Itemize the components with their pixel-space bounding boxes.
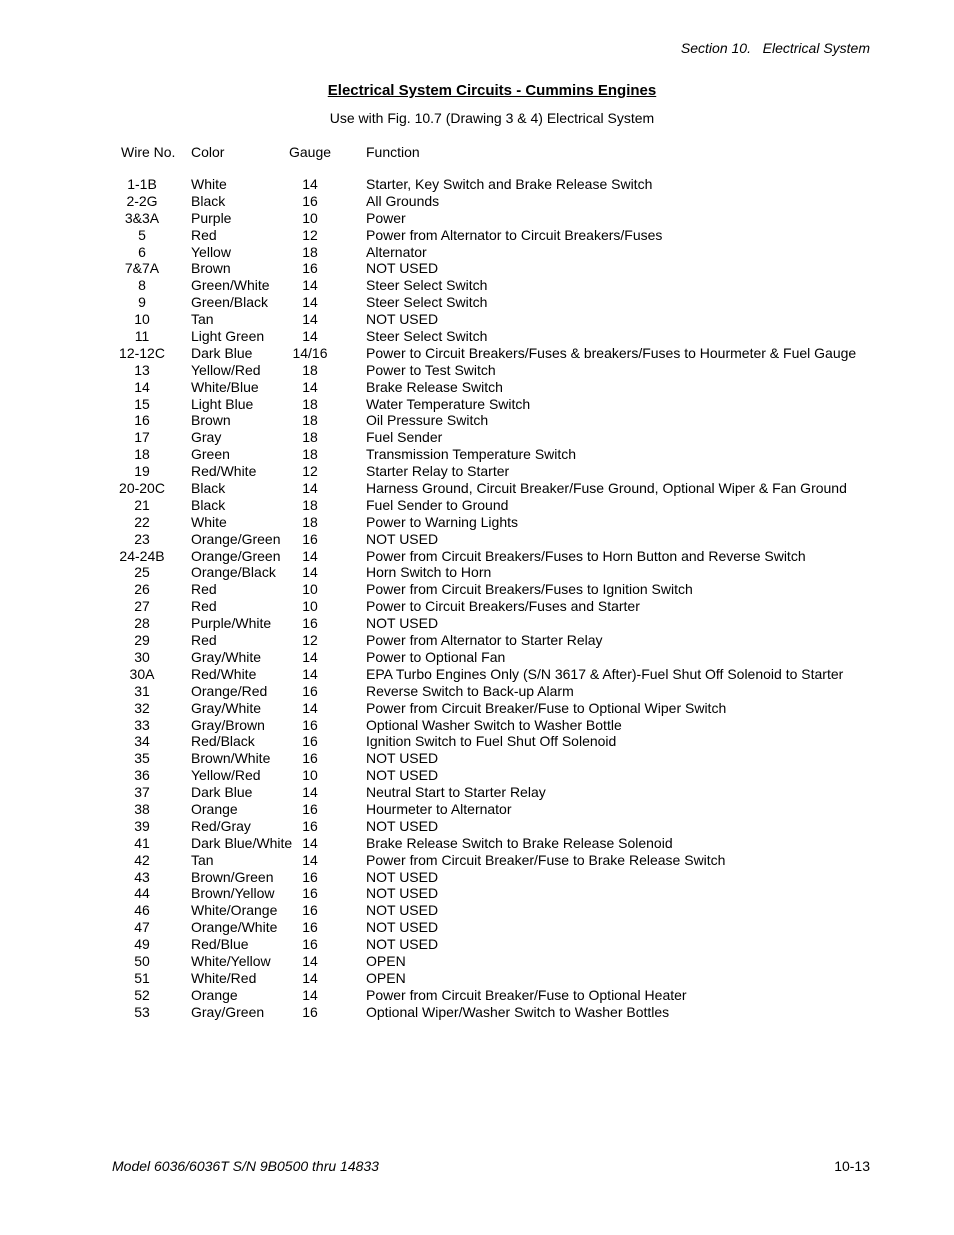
wire-function: NOT USED xyxy=(366,919,439,936)
wire-gauge: 18 xyxy=(302,513,318,530)
table-row xyxy=(0,294,954,311)
wire-gauge: 14 xyxy=(302,969,318,986)
wire-number: 23 xyxy=(134,530,150,547)
table-row xyxy=(0,835,954,852)
wire-number: 14 xyxy=(134,378,150,395)
table-row xyxy=(0,615,954,632)
wire-color: White/Yellow xyxy=(191,952,271,969)
wire-color: Yellow xyxy=(191,243,231,260)
circuit-table xyxy=(0,176,954,1021)
wire-number: 42 xyxy=(134,851,150,868)
wire-number: 1-1B xyxy=(127,176,157,192)
table-row xyxy=(0,717,954,734)
wire-function: Power from Circuit Breakers/Fuses to Ignition Switch xyxy=(366,581,693,598)
wire-gauge: 10 xyxy=(302,209,318,226)
table-row xyxy=(0,801,954,818)
wire-number: 35 xyxy=(134,750,150,767)
wire-gauge: 14 xyxy=(302,784,318,801)
wire-gauge: 16 xyxy=(302,530,318,547)
table-row xyxy=(0,227,954,244)
wire-function: Steer Select Switch xyxy=(366,277,488,294)
table-row xyxy=(0,548,954,565)
page-title: Electrical System Circuits - Cummins Engines xyxy=(327,82,657,99)
wire-gauge: 16 xyxy=(302,817,318,834)
table-row xyxy=(0,987,954,1004)
wire-gauge: 12 xyxy=(302,226,318,243)
wire-color: Gray/White xyxy=(191,699,262,716)
wire-color: Black xyxy=(191,480,226,497)
wire-gauge: 18 xyxy=(302,429,318,446)
wire-color: Red/Gray xyxy=(191,817,251,834)
wire-color: Orange/Green xyxy=(191,530,281,547)
wire-color: Red/White xyxy=(191,463,257,480)
wire-function: Starter, Key Switch and Brake Release Switch xyxy=(366,176,653,192)
wire-function: Power from Alternator to Circuit Breakers/Fuses xyxy=(366,226,663,243)
table-row xyxy=(0,953,954,970)
table-row xyxy=(0,902,954,919)
wire-number: 5 xyxy=(138,226,146,243)
wire-color: Red/Black xyxy=(191,733,255,750)
table-row xyxy=(0,480,954,497)
wire-number: 13 xyxy=(134,361,150,378)
wire-gauge: 18 xyxy=(302,496,318,513)
wire-color: Gray/White xyxy=(191,648,262,665)
wire-color: Brown/Green xyxy=(191,868,274,885)
wire-number: 18 xyxy=(134,446,150,463)
table-row xyxy=(0,277,954,294)
wire-gauge: 14 xyxy=(302,277,318,294)
wire-number: 19 xyxy=(134,463,150,480)
wire-function: Power from Circuit Breakers/Fuses to Horn Button and Reverse Switch xyxy=(366,547,806,564)
wire-gauge: 16 xyxy=(302,868,318,885)
table-row xyxy=(0,632,954,649)
wire-function: Alternator xyxy=(366,243,427,260)
wire-function: NOT USED xyxy=(366,750,439,767)
wire-number: 41 xyxy=(134,834,150,851)
column-header-color: Color xyxy=(191,144,225,160)
wire-number: 44 xyxy=(134,885,150,902)
wire-gauge: 14 xyxy=(302,665,318,682)
wire-function: Steer Select Switch xyxy=(366,328,488,345)
wire-number: 22 xyxy=(134,513,150,530)
table-row xyxy=(0,193,954,210)
wire-function: NOT USED xyxy=(366,260,439,277)
wire-function: Steer Select Switch xyxy=(366,294,488,311)
wire-color: White/Blue xyxy=(191,378,259,395)
wire-function: Power to Optional Fan xyxy=(366,648,506,665)
wire-gauge: 14 xyxy=(302,699,318,716)
wire-gauge: 14 xyxy=(302,986,318,1003)
wire-function: Transmission Temperature Switch xyxy=(366,446,577,463)
wire-number: 20-20C xyxy=(119,480,165,497)
wire-color: Brown/White xyxy=(191,750,271,767)
table-row xyxy=(0,970,954,987)
wire-gauge: 18 xyxy=(302,412,318,429)
wire-gauge: 14 xyxy=(302,851,318,868)
wire-number: 38 xyxy=(134,800,150,817)
wire-color: Purple/White xyxy=(191,615,272,632)
wire-gauge: 16 xyxy=(302,919,318,936)
wire-color: Green xyxy=(191,446,230,463)
wire-color: Tan xyxy=(191,851,214,868)
table-header xyxy=(0,144,954,162)
wire-number: 9 xyxy=(138,294,146,311)
wire-function: NOT USED xyxy=(366,868,439,885)
wire-color: Purple xyxy=(191,209,232,226)
wire-function: Brake Release Switch xyxy=(366,378,503,395)
table-row xyxy=(0,514,954,531)
wire-function: Ignition Switch to Fuel Shut Off Solenoid xyxy=(366,733,617,750)
wire-function: Water Temperature Switch xyxy=(366,395,531,412)
table-row xyxy=(0,311,954,328)
wire-gauge: 16 xyxy=(302,936,318,953)
wire-number: 36 xyxy=(134,767,150,784)
wire-number: 30A xyxy=(129,665,155,682)
footer-model: Model 6036/6036T S/N 9B0500 thru 14833 xyxy=(112,1158,379,1174)
wire-number: 29 xyxy=(134,632,150,649)
table-row xyxy=(0,784,954,801)
table-row xyxy=(0,683,954,700)
wire-color: Gray xyxy=(191,429,222,446)
wire-number: 33 xyxy=(134,716,150,733)
wire-function: Power from Circuit Breaker/Fuse to Optional Wiper Switch xyxy=(366,699,727,716)
wire-gauge: 16 xyxy=(302,1003,318,1020)
wire-gauge: 10 xyxy=(302,598,318,615)
table-row xyxy=(0,919,954,936)
wire-number: 26 xyxy=(134,581,150,598)
wire-number: 7&7A xyxy=(124,260,160,277)
wire-color: Dark Blue xyxy=(191,784,253,801)
wire-function: Hourmeter to Alternator xyxy=(366,800,512,817)
wire-gauge: 14 xyxy=(302,294,318,311)
table-row xyxy=(0,210,954,227)
wire-gauge: 12 xyxy=(302,632,318,649)
table-row xyxy=(0,429,954,446)
wire-color: Black xyxy=(191,192,226,209)
wire-gauge: 18 xyxy=(302,243,318,260)
wire-function: Fuel Sender xyxy=(366,429,443,446)
wire-function: NOT USED xyxy=(366,817,439,834)
wire-gauge: 16 xyxy=(302,733,318,750)
wire-color: Brown xyxy=(191,260,231,277)
wire-color: Black xyxy=(191,496,226,513)
wire-color: Brown xyxy=(191,412,231,429)
wire-color: White xyxy=(191,176,227,192)
wire-gauge: 12 xyxy=(302,463,318,480)
wire-number: 27 xyxy=(134,598,150,615)
table-row xyxy=(0,936,954,953)
table-row xyxy=(0,1004,954,1021)
wire-number: 50 xyxy=(134,952,150,969)
wire-color: Green/White xyxy=(191,277,270,294)
table-row xyxy=(0,700,954,717)
wire-function: NOT USED xyxy=(366,885,439,902)
wire-function: OPEN xyxy=(366,969,406,986)
wire-color: Orange xyxy=(191,986,238,1003)
wire-function: NOT USED xyxy=(366,530,439,547)
wire-number: 32 xyxy=(134,699,150,716)
wire-function: Power from Alternator to Starter Relay xyxy=(366,632,603,649)
wire-function: NOT USED xyxy=(366,615,439,632)
wire-color: Dark Blue xyxy=(191,344,253,361)
wire-function: Neutral Start to Starter Relay xyxy=(366,784,546,801)
wire-color: Orange/White xyxy=(191,919,278,936)
wire-gauge: 16 xyxy=(302,192,318,209)
wire-color: Orange/Green xyxy=(191,547,281,564)
wire-number: 16 xyxy=(134,412,150,429)
table-row xyxy=(0,396,954,413)
wire-color: Red xyxy=(191,632,217,649)
wire-number: 46 xyxy=(134,902,150,919)
wire-function: Power to Warning Lights xyxy=(366,513,518,530)
table-row xyxy=(0,531,954,548)
table-row xyxy=(0,497,954,514)
wire-number: 37 xyxy=(134,784,150,801)
wire-number: 30 xyxy=(134,648,150,665)
wire-color: Dark Blue/White xyxy=(191,834,293,851)
wire-function: Power to Test Switch xyxy=(366,361,496,378)
table-row xyxy=(0,598,954,615)
wire-number: 51 xyxy=(134,969,150,986)
wire-function: Optional Washer Switch to Washer Bottle xyxy=(366,716,622,733)
wire-gauge: 10 xyxy=(302,767,318,784)
column-header-wire-no: Wire No. xyxy=(121,144,176,160)
wire-gauge: 16 xyxy=(302,716,318,733)
wire-gauge: 14 xyxy=(302,378,318,395)
wire-number: 21 xyxy=(134,496,150,513)
footer-page-number: 10-13 xyxy=(834,1158,870,1174)
wire-function: Brake Release Switch to Brake Release Solenoid xyxy=(366,834,673,851)
table-row xyxy=(0,869,954,886)
wire-gauge: 14 xyxy=(302,547,318,564)
table-row xyxy=(0,733,954,750)
wire-gauge: 16 xyxy=(302,260,318,277)
table-row xyxy=(0,818,954,835)
table-row xyxy=(0,446,954,463)
wire-color: Green/Black xyxy=(191,294,269,311)
column-header-gauge: Gauge xyxy=(289,144,332,160)
wire-number: 10 xyxy=(134,311,150,328)
table-row xyxy=(0,767,954,784)
wire-number: 6 xyxy=(138,243,146,260)
wire-function: NOT USED xyxy=(366,936,439,953)
wire-function: OPEN xyxy=(366,952,406,969)
wire-gauge: 18 xyxy=(302,361,318,378)
wire-number: 31 xyxy=(134,682,150,699)
table-row xyxy=(0,564,954,581)
wire-color: Orange/Red xyxy=(191,682,268,699)
table-row xyxy=(0,412,954,429)
wire-color: White/Orange xyxy=(191,902,278,919)
table-row xyxy=(0,885,954,902)
page-subtitle: Use with Fig. 10.7 (Drawing 3 & 4) Electrical System xyxy=(329,110,655,126)
wire-function: EPA Turbo Engines Only (S/N 3617 & After)-Fuel Shut Off Solenoid to Starter xyxy=(366,665,844,682)
table-row xyxy=(0,666,954,683)
wire-function: Optional Wiper/Washer Switch to Washer Bottles xyxy=(366,1003,670,1020)
wire-number: 53 xyxy=(134,1003,150,1020)
wire-gauge: 14 xyxy=(302,176,318,192)
wire-number: 28 xyxy=(134,615,150,632)
wire-color: White xyxy=(191,513,227,530)
wire-function: Reverse Switch to Back-up Alarm xyxy=(366,682,574,699)
wire-color: Red/White xyxy=(191,665,257,682)
wire-number: 2-2G xyxy=(126,192,158,209)
wire-function: Starter Relay to Starter xyxy=(366,463,510,480)
table-row xyxy=(0,649,954,666)
wire-gauge: 16 xyxy=(302,750,318,767)
wire-function: Power from Circuit Breaker/Fuse to Brake Release Switch xyxy=(366,851,726,868)
wire-gauge: 16 xyxy=(302,800,318,817)
wire-number: 39 xyxy=(134,817,150,834)
column-header-function: Function xyxy=(366,144,420,160)
wire-function: NOT USED xyxy=(366,311,439,328)
wire-gauge: 14 xyxy=(302,834,318,851)
wire-number: 25 xyxy=(134,564,150,581)
wire-gauge: 18 xyxy=(302,446,318,463)
wire-function: Oil Pressure Switch xyxy=(366,412,489,429)
wire-gauge: 16 xyxy=(302,615,318,632)
wire-gauge: 14 xyxy=(302,952,318,969)
wire-gauge: 14 xyxy=(302,328,318,345)
wire-function: Fuel Sender to Ground xyxy=(366,496,509,513)
table-row xyxy=(0,345,954,362)
table-row xyxy=(0,379,954,396)
wire-color: White/Red xyxy=(191,969,257,986)
table-row xyxy=(0,328,954,345)
table-row xyxy=(0,852,954,869)
wire-number: 47 xyxy=(134,919,150,936)
wire-gauge: 16 xyxy=(302,902,318,919)
wire-function: Harness Ground, Circuit Breaker/Fuse Ground, Optional Wiper & Fan Ground xyxy=(366,480,847,497)
wire-function: Horn Switch to Horn xyxy=(366,564,492,581)
wire-color: Gray/Brown xyxy=(191,716,265,733)
table-row xyxy=(0,260,954,277)
wire-color: Orange/Black xyxy=(191,564,276,581)
wire-gauge: 14 xyxy=(302,311,318,328)
wire-function: NOT USED xyxy=(366,767,439,784)
wire-color: Brown/Yellow xyxy=(191,885,275,902)
wire-color: Gray/Green xyxy=(191,1003,265,1020)
wire-number: 49 xyxy=(134,936,150,953)
wire-number: 3&3A xyxy=(124,209,160,226)
wire-number: 43 xyxy=(134,868,150,885)
table-row xyxy=(0,750,954,767)
wire-color: Tan xyxy=(191,311,214,328)
wire-color: Light Green xyxy=(191,328,265,345)
wire-color: Red xyxy=(191,598,217,615)
wire-color: Yellow/Red xyxy=(191,361,261,378)
wire-function: Power to Circuit Breakers/Fuses & breakers/Fuses to Hourmeter & Fuel Gauge xyxy=(366,344,857,361)
wire-color: Red xyxy=(191,226,217,243)
table-row xyxy=(0,463,954,480)
wire-function: NOT USED xyxy=(366,902,439,919)
table-row xyxy=(0,581,954,598)
wire-gauge: 18 xyxy=(302,395,318,412)
wire-gauge: 14 xyxy=(302,480,318,497)
table-row xyxy=(0,244,954,261)
wire-number: 11 xyxy=(134,328,150,345)
wire-function: Power xyxy=(366,209,406,226)
wire-number: 15 xyxy=(134,395,150,412)
wire-function: Power to Circuit Breakers/Fuses and Starter xyxy=(366,598,640,615)
wire-gauge: 14 xyxy=(302,648,318,665)
wire-function: All Grounds xyxy=(366,192,440,209)
wire-color: Red xyxy=(191,581,217,598)
wire-number: 34 xyxy=(134,733,150,750)
wire-number: 8 xyxy=(138,277,146,294)
wire-gauge: 14/16 xyxy=(292,344,328,361)
wire-color: Light Blue xyxy=(191,395,254,412)
wire-gauge: 16 xyxy=(302,885,318,902)
table-row xyxy=(0,176,954,193)
wire-gauge: 14 xyxy=(302,564,318,581)
table-row xyxy=(0,362,954,379)
wire-number: 17 xyxy=(134,429,150,446)
wire-number: 12-12C xyxy=(119,344,165,361)
section-header: Section 10. Electrical System xyxy=(680,40,870,56)
wire-gauge: 10 xyxy=(302,581,318,598)
wire-color: Yellow/Red xyxy=(191,767,261,784)
wire-color: Red/Blue xyxy=(191,936,249,953)
wire-gauge: 16 xyxy=(302,682,318,699)
wire-color: Orange xyxy=(191,800,238,817)
wire-number: 24-24B xyxy=(119,547,165,564)
wire-function: Power from Circuit Breaker/Fuse to Optional Heater xyxy=(366,986,687,1003)
wire-number: 52 xyxy=(134,986,150,1003)
